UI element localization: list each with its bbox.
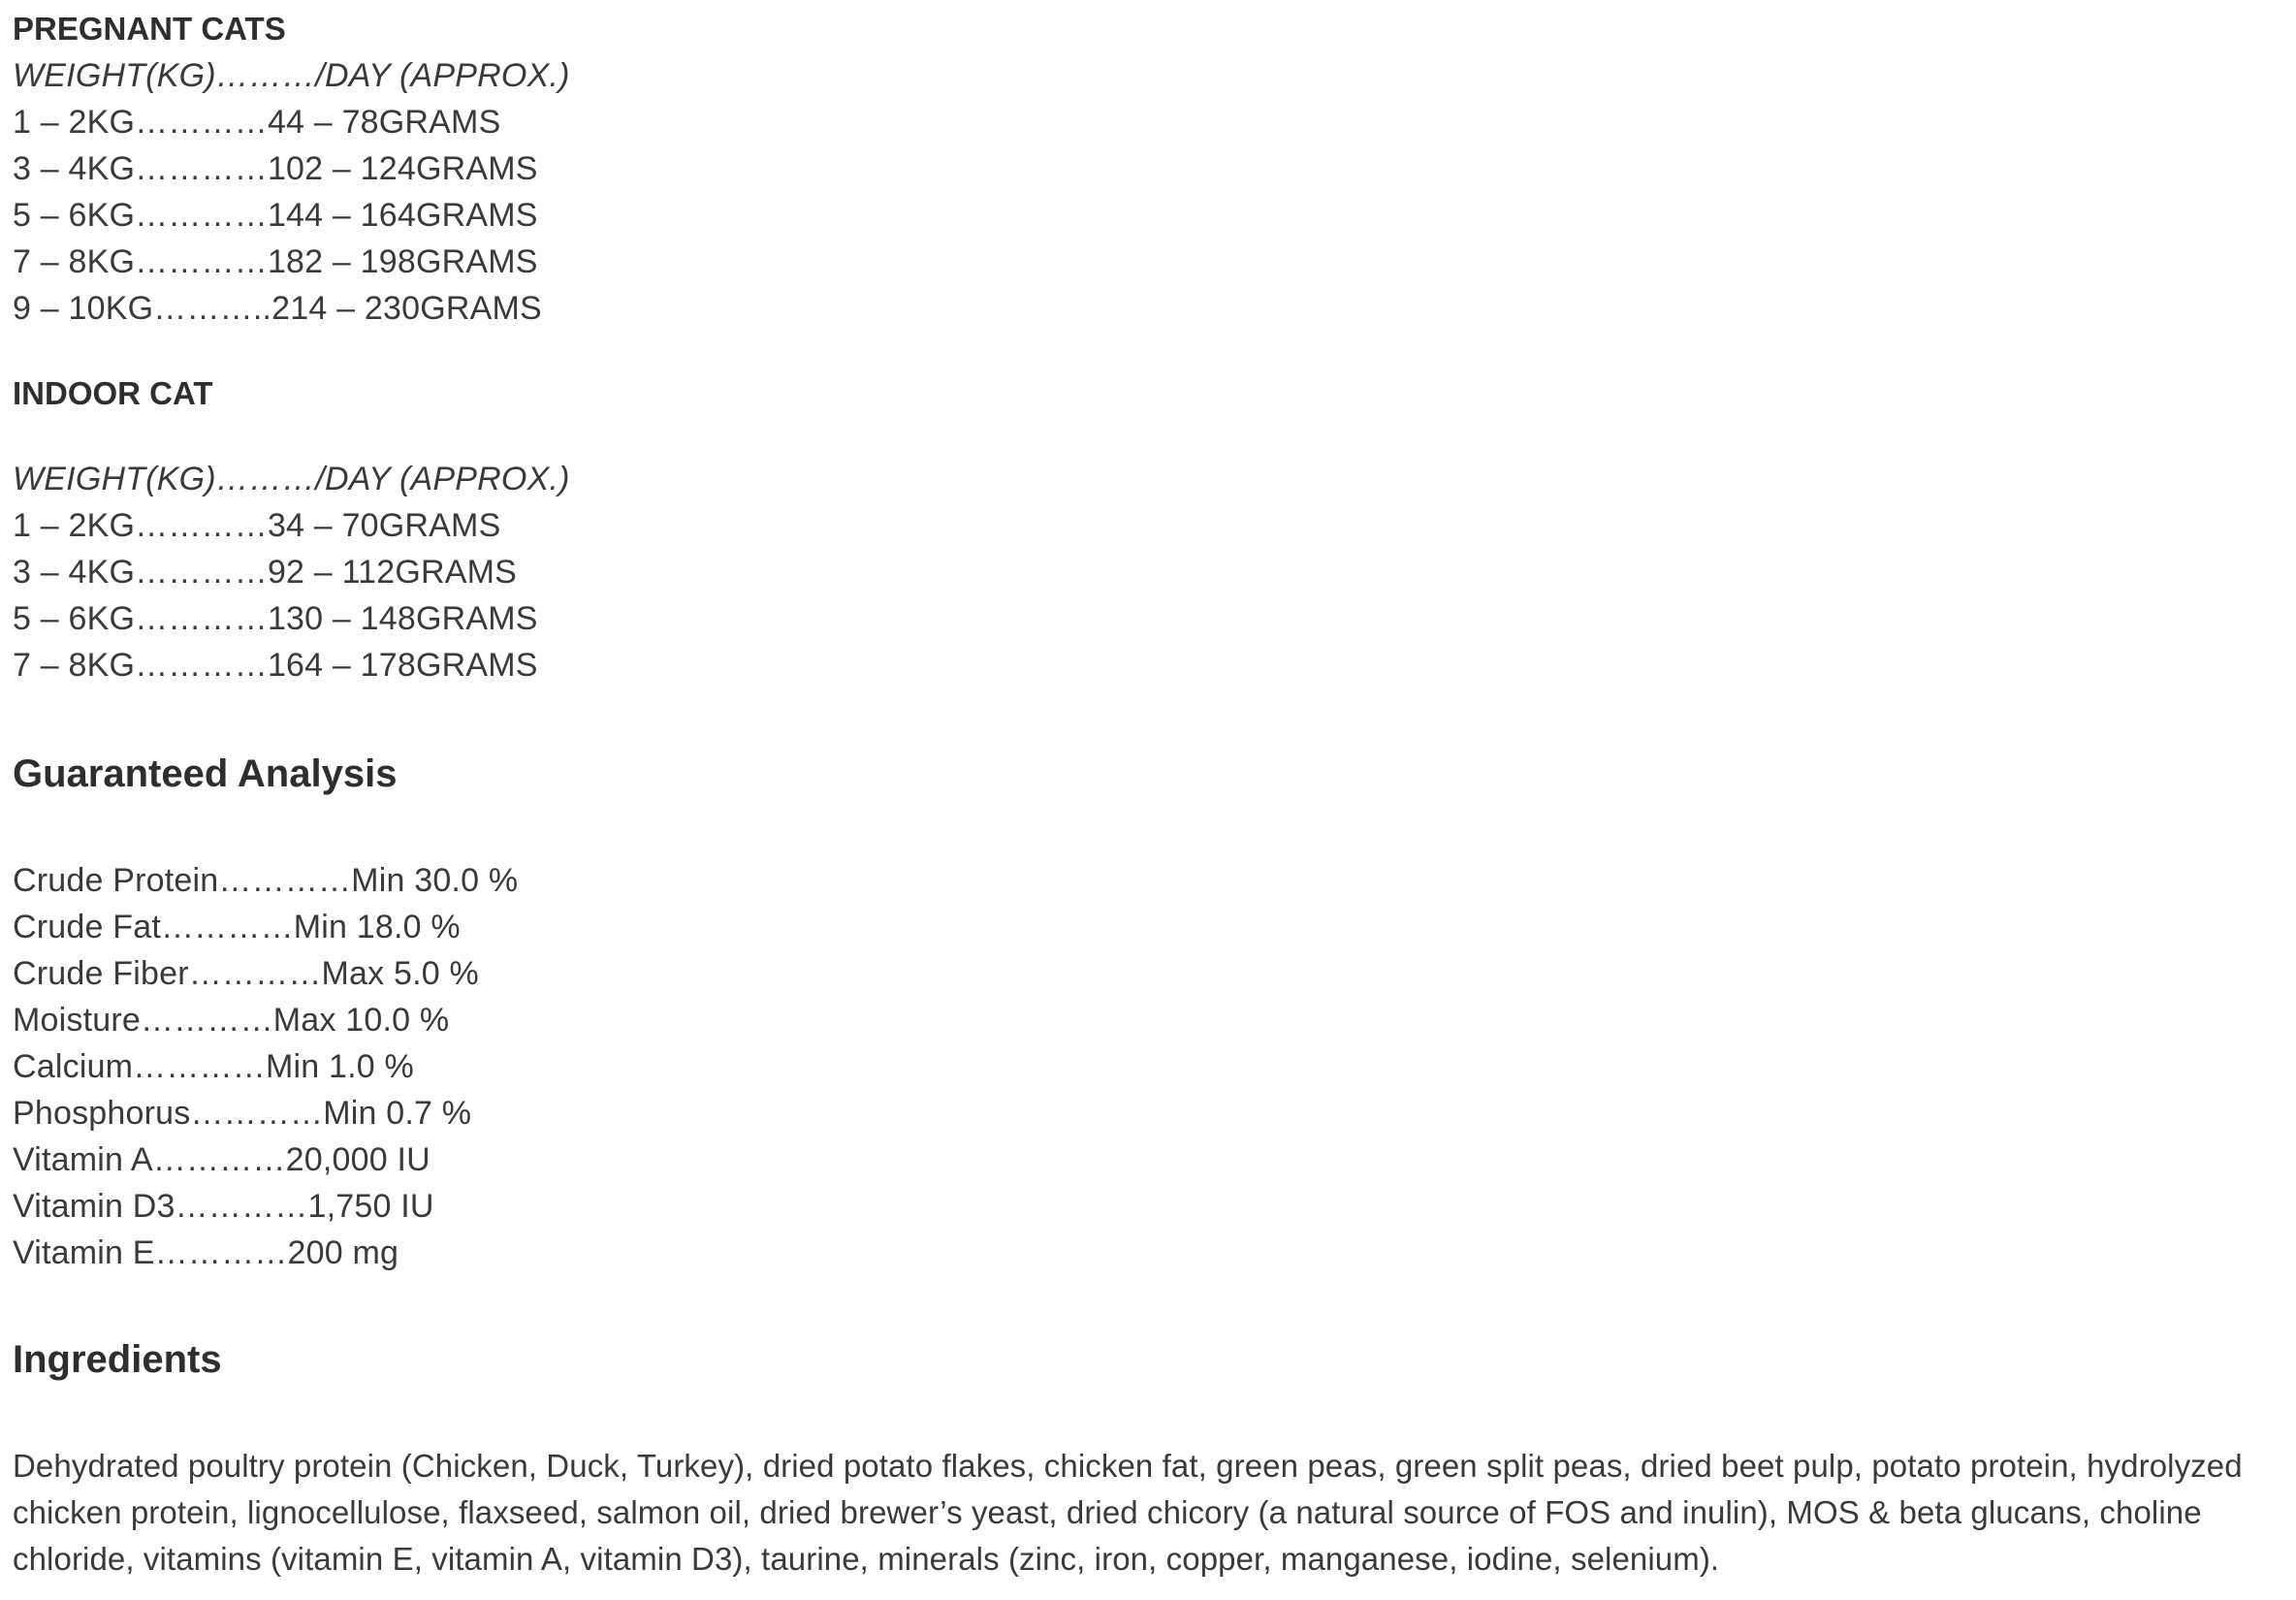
analysis-row: Crude Fat…………Min 18.0 % — [13, 909, 461, 945]
indoor-cat-table — [13, 456, 570, 688]
guaranteed-analysis-heading: Guaranteed Analysis — [13, 752, 398, 795]
ingredients-heading: Ingredients — [13, 1338, 222, 1381]
indoor-row: 7 – 8KG…………164 – 178GRAMS — [13, 647, 538, 684]
ingredients-text: Dehydrated poultry protein (Chicken, Duck, Turkey), dried potato flakes, chicken fat, green peas, green split peas, dried beet pulp, potato protein, hydrolyzed chicken protein, lignocellulose, flaxseed, salmon oil, dried brewer’s yeast, dried chicory (a natural source of FOS and inulin), MOS & beta glucans, choline chloride, vitamins (vitamin E, vitamin A, vitamin D3), taurine, minerals (zinc, iron, copper, manganese, iodine, selenium). — [13, 1448, 2243, 1577]
indoor-cat-section — [13, 370, 213, 417]
pregnant-row: 1 – 2KG…………44 – 78GRAMS — [13, 104, 501, 141]
indoor-row: 5 – 6KG…………130 – 148GRAMS — [13, 600, 538, 637]
analysis-row: Vitamin D3…………1,750 IU — [13, 1188, 434, 1225]
indoor-row: 1 – 2KG…………34 – 70GRAMS — [13, 507, 501, 544]
pregnant-row: 7 – 8KG…………182 – 198GRAMS — [13, 243, 538, 280]
indoor-cat-table-header: WEIGHT(KG)………/DAY (APPROX.) — [13, 461, 570, 497]
analysis-row: Crude Protein…………Min 30.0 % — [13, 862, 519, 899]
pregnant-cats-title: PREGNANT CATS — [13, 11, 286, 47]
pregnant-cats-table-header: WEIGHT(KG)………/DAY (APPROX.) — [13, 57, 570, 94]
pregnant-row: 3 – 4KG…………102 – 124GRAMS — [13, 150, 538, 187]
analysis-row: Calcium…………Min 1.0 % — [13, 1048, 414, 1085]
pregnant-row: 5 – 6KG…………144 – 164GRAMS — [13, 197, 538, 234]
analysis-row: Moisture…………Max 10.0 % — [13, 1002, 450, 1039]
analysis-row: Vitamin A…………20,000 IU — [13, 1141, 430, 1178]
pregnant-cats-section — [13, 6, 570, 332]
pregnant-row: 9 – 10KG………..214 – 230GRAMS — [13, 290, 542, 327]
analysis-row: Vitamin E…………200 mg — [13, 1234, 399, 1271]
indoor-cat-title: INDOOR CAT — [13, 375, 213, 411]
guaranteed-analysis-list — [13, 857, 518, 1276]
analysis-row: Phosphorus…………Min 0.7 % — [13, 1095, 472, 1132]
indoor-row: 3 – 4KG…………92 – 112GRAMS — [13, 554, 518, 591]
analysis-row: Crude Fiber…………Max 5.0 % — [13, 955, 479, 992]
